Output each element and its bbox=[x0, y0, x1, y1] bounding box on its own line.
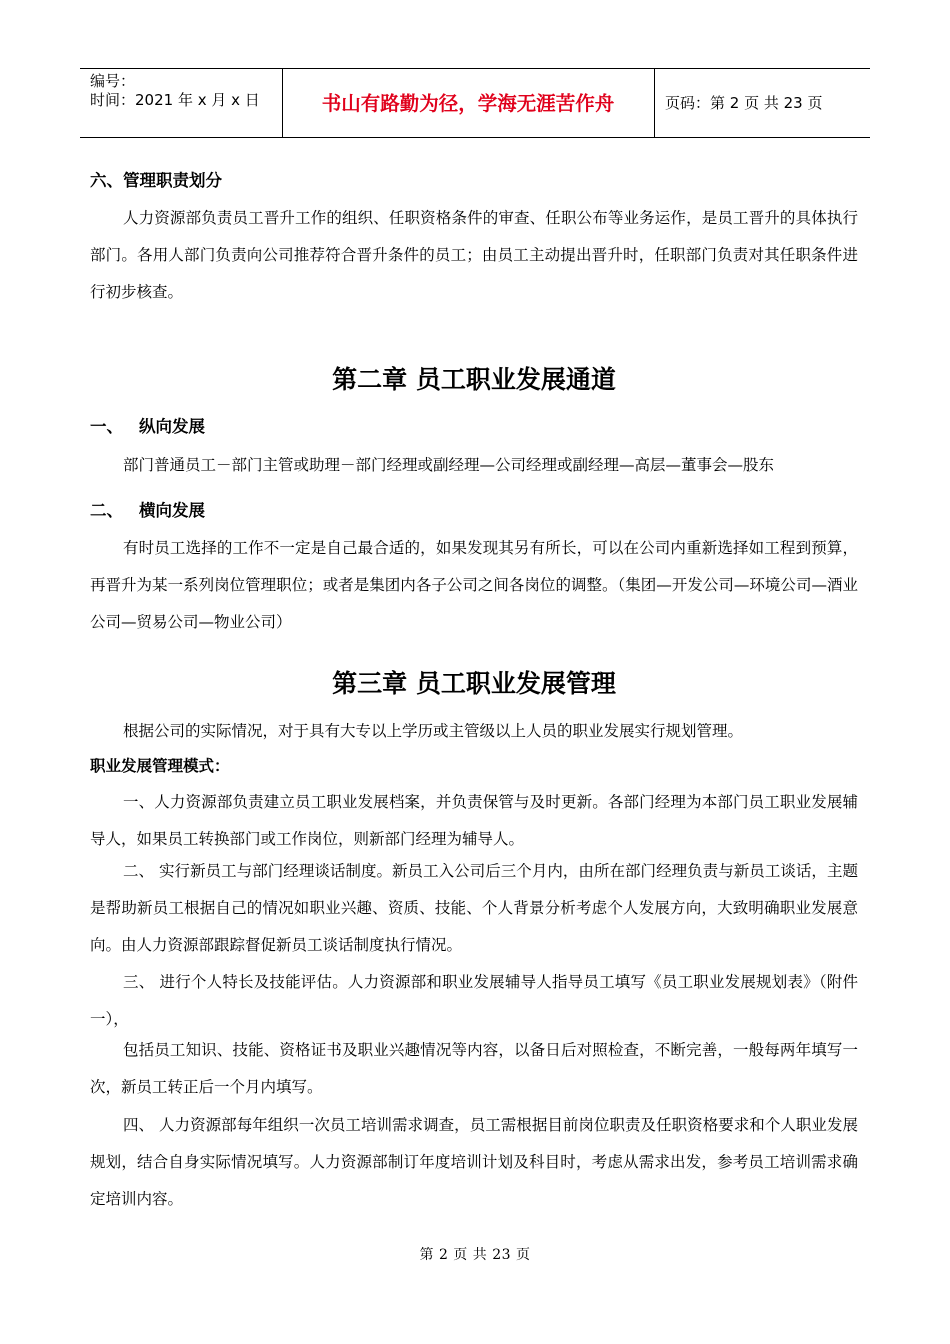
section-title: 纵向发展 bbox=[139, 417, 205, 436]
responsibilities-paragraph: 人力资源部负责员工晋升工作的组织、任职资格条件的审查、任职公布等业务运作，是员工晋升的具体执行部门。各用人部门负责向公司推荐符合晋升条件的员工；由员工主动提出晋升时，任职部门负责对其任职条件进行初步核查。 bbox=[90, 209, 858, 301]
page-footer: 第 2 页 共 23 页 bbox=[419, 1247, 531, 1263]
section-heading-responsibilities: 六、管理职责划分 bbox=[90, 171, 222, 190]
chapter-2-title: 第二章 员工职业发展通道 bbox=[332, 365, 616, 394]
vertical-path-text: 部门普通员工－部门主管或助理－部门经理或副经理—公司经理或副经理—高层—董事会—股东 bbox=[123, 456, 775, 474]
document-date: 时间：2021 年 x 月 x 日 bbox=[90, 91, 260, 109]
header-page-info: 页码：第 2 页 共 23 页 bbox=[665, 94, 823, 112]
management-item: 四、 人力资源部每年组织一次员工培训需求调查，员工需根据目前岗位职责及任职资格要求和个人职业发展规划，结合自身实际情况填写。人力资源部制订年度培训计划及科目时，考虑从需求出发，参考员工培训需求确定培训内容。 bbox=[90, 1116, 858, 1208]
management-item: 三、 进行个人特长及技能评估。人力资源部和职业发展辅导人指导员工填写《员工职业发展规划表》（附件一）， bbox=[90, 973, 858, 1028]
horizontal-path-text: 有时员工选择的工作不一定是自己最合适的，如果发现其另有所长，可以在公司内重新选择如工程到预算，再晋升为某一系列岗位管理职位；或者是集团内各子公司之间各岗位的调整。（集团—开发公司—环境公司—酒业公司—贸易公司—物业公司） bbox=[90, 539, 858, 631]
page-header bbox=[80, 68, 870, 138]
management-mode-heading: 职业发展管理模式： bbox=[90, 757, 230, 775]
chapter-3-intro: 根据公司的实际情况，对于具有大专以上学历或主管级以上人员的职业发展实行规划管理。 bbox=[123, 722, 744, 740]
section-number: 一、 bbox=[90, 417, 123, 436]
header-meta-cell bbox=[80, 69, 283, 137]
section-heading-horizontal bbox=[90, 500, 205, 522]
management-item: 二、 实行新员工与部门经理谈话制度。新员工入公司后三个月内，由所在部门经理负责与新员工谈话，主题是帮助新员工根据自己的情况如职业兴趣、资质、技能、个人背景分析考虑个人发展方向，大致明确职业发展意向。由人力资源部跟踪督促新员工谈话制度执行情况。 bbox=[90, 862, 858, 954]
section-number: 二、 bbox=[90, 501, 123, 520]
header-page-cell bbox=[655, 69, 870, 137]
management-item: 一、人力资源部负责建立员工职业发展档案，并负责保管与及时更新。各部门经理为本部门员工职业发展辅导人，如果员工转换部门或工作岗位，则新部门经理为辅导人。 bbox=[90, 793, 858, 848]
header-motto-cell bbox=[282, 69, 655, 137]
header-motto: 书山有路勤为径，学海无涯苦作舟 bbox=[321, 92, 615, 115]
section-heading-vertical bbox=[90, 416, 205, 438]
chapter-3-title: 第三章 员工职业发展管理 bbox=[332, 669, 616, 698]
document-number-label: 编号： bbox=[90, 72, 136, 90]
section-title: 横向发展 bbox=[139, 501, 205, 520]
management-item: 包括员工知识、技能、资格证书及职业兴趣情况等内容，以备日后对照检查，不断完善，一般每两年填写一次，新员工转正后一个月内填写。 bbox=[90, 1041, 858, 1096]
